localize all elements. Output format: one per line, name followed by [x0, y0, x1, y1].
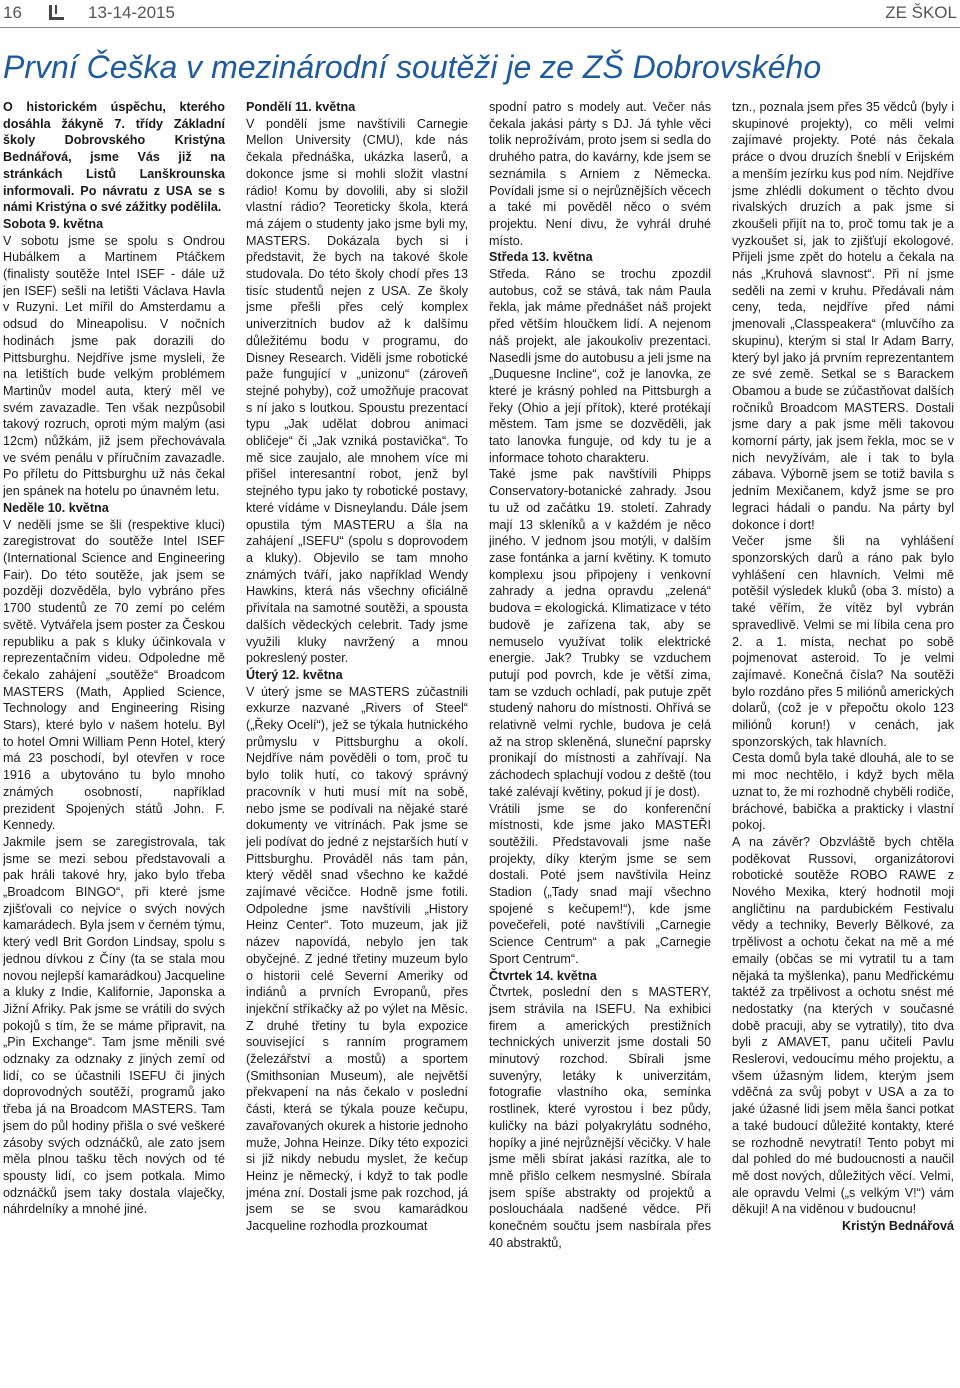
article-paragraph: Čtvrtek, poslední den s MASTERY, jsem strávila na ISEFU. Na exhibici firem a amerických prestižních technických univerzit jsme dostali 50 minutový rozchod. Sbírali jsme suvenýry, letáky k univerzitám, fotografie vlastního oka, semínka rostlinek, které vyrostou i bez půdy, kuličky na bázi polyakrylátu sodného, hopíky a jiné nejrůznější věcičky. V hale jsme měli sbírat jakási razítka, ale to mně přišlo celkem nesmyslné. Sbírala jsem spíše abstrakty od projektů a posloucháala nadšené vědce. Při konečném součtu jsem nasbírala přes 40 abstraktů, — [489, 985, 711, 1250]
author-signature: Kristýn Bednářová — [842, 1219, 954, 1234]
day-heading: Sobota 9. května — [3, 216, 104, 231]
article-paragraph: A na závěr? Obzvláště bych chtěla poděkovat Russovi, organizátorovi robotické soutěže ROBO RAWE z Nového Mexika, který hodnotil moji angličtinu na pardubickém Festivalu vědy a techniky, Beverly Bělkové, za trpělivost a ochotu čekat na mě a mé emaily (občas se mi vytratil tu a tam nějaká ta myšlenka), panu Medřickému taktéž za trpělivost a ochotu snést mé nedostatky (na kterých v současné době pracuji, aby se vytratily), tito dva byli z AMAVET, panu učiteli Pavlu Reslerovi, vedoucímu mého projektu, a všem úžasným lidem, kterým jsem vděčná za svůj pobyt v USA a za to jaké úžasné lidi jsem měla šanci potkat a také budoucí důležité kontakty, které se rozhodně nevytratí! Tento pobyt mi dal pohled do mé budoucnosti a naučil mě dost nových, důležitých věcí. Velmi, ale opravdu Velmi („s velkým V!“) vám děkuji! A na viděnou v budoucnu! — [732, 834, 954, 1217]
article-column-3 — [489, 99, 711, 1387]
article-title: První Češka v mezinárodní soutěži je ze ZŠ Dobrovského — [3, 49, 822, 85]
article-paragraph: Jakmile jsem se zaregistrovala, tak jsme se mezi sebou představovali a pak hráli takové hry, jako bylo třeba „Broadcom BINGO“, při které jsme zjišťovali co nejvíce o svých nových kamarádech. Byla jsem v černém týmu, který vedl Brit Gordon Lindsay, spolu s jednou dívkou z Číny (ta se stala mou novou nejlepší kamarádkou) Jacqueline a kluky z Indie, Kalifornie, Japonska a Jižní Afriky. Pak jsme se vrátili do svých pokojů s tím, že se máme připravit, na „Pin Exchange“. Tam jsme měnili své odznaky za odznaky z jiných zemí od lidí, co se účastnili ISEFU či jiných doprovodných soutěží, programů jako třeba já na Broadcom MASTERS. Tam jsem do půl hodiny přišla o své veškeré zásoby svých odznáčků, ale zato jsem měla plnou tašku těch nových od té spousty lidí, co jsem potkala. Mimo odznáčků jsem taky dostala vlaječky, náhrdelníky a mnohé jiné. — [3, 834, 225, 1217]
newspaper-logo-icon — [48, 4, 65, 21]
day-heading: Úterý 12. května — [246, 667, 343, 682]
day-heading: Čtvrtek 14. května — [489, 968, 597, 983]
article-paragraph: Středa. Ráno se trochu zpozdil autobus, což se stává, tak nám Paula řekla, jak máme přednášet náš projekt před větším hloučkem lidí. A nejenom náš projekt, ale jakoukoliv prezentaci. Nasedli jsme do autobusu a jeli jsme na „Duquesne Incline“, což je lanovka, ze které je krásný pohled na Pittsburgh a řeky (Ohio a její přítok), které protékají městem. Tam jsme se dozvěděli, jak tato lanovka funguje, od kdy tu je a informace tohoto charakteru. — [489, 267, 711, 465]
day-heading: Středa 13. května — [489, 250, 593, 265]
page-number: 16 — [3, 3, 22, 22]
article-paragraph: Večer jsme šli na vyhlášení sponzorských darů a ráno pak bylo vyhlášení cen hlavních. Velmi mě potěšil výsledek kluků (oba 3. místo) a také věřím, že vítěz byl vybrán spravedlivě. Velmi se mi líbila cena pro 2. a 1. místa, nechat po sobě pojmenovat asteroid. To je velmi zajímavé. Konečná čísla? Na soutěži bylo rozdáno přes 5 miliónů amerických dolarů, (což je v přepočtu okolo 123 miliónů korun!) v cenách, jak sponzorských, tak hlavních. — [732, 534, 954, 749]
page-header — [0, 0, 960, 30]
article-column-1 — [3, 99, 225, 1387]
article-paragraph: tzn., poznala jsem přes 35 vědců (byly i skupinové projekty), co měli velmi zajímavé projekty. Poté nás čekala práce o dvou druzích šneblí v Erijském a menším jezírku kus pod ním. Nejdříve jsme zhlédli dokument o těchto dvou rivalských druzích a pak jsme si zkoušeli přijít na to, proč tomu tak je a vyzkoušet si, jak to zjišťují ekologové. Přijeli jsme zpět do hotelu a čekala na nás „Kruhová slavnost“. Při ní jsme seděli na zemi v kruhu. Předávali nám ceny, teda, nejdříve před námi jmenovali „Classpeakera“ (mluvčího za skupinu), kterým si stal Ir Adam Barry, který byl jako já prvním reprezentantem ze své země. Setkal se s Barackem Obamou a bude se zúčastňovat dalších ročníků Broadcom MASTERS. Dostali jsme dary a pak jsme měli takovou komorní párty, jak jsem řekla, moc se v nich nevyžívám, ale i tak to byla zábava. Výborně jsem se totiž bavila s jedním Mexičanem, když jsme se pro legraci hádali o pandu. Na párty byl dokonce i dort! — [732, 100, 954, 532]
article-paragraph: spodní patro s modely aut. Večer nás čekala jakási párty s DJ. Já tyhle věci tolik neprožívám, proto jsem si sedla do druhého patra, do kavárny, kde jsem se seznámila s Arniem z Německa. Povídali jsme si o nejrůznějších věcech a také mi pověděl něco o svém projektu. Není divu, že vyhrál druhé místo. — [489, 100, 711, 248]
article-paragraph: Cesta domů byla také dlouhá, ale to se mi moc nechtělo, i když bych měla uznat to, že mi rozhodně chyběli rodiče, bráchové, babička a prakticky i vlastní pokoj. — [732, 751, 954, 833]
day-heading: Pondělí 11. května — [246, 100, 356, 114]
article-column-2 — [246, 99, 468, 1387]
article-paragraph: V neděli jsme se šli (respektive kluci) zaregistrovat do soutěže Intel ISEF (International Science and Engineering Fair). Do této soutěže, jak jsem se později dozvěděla, bylo vybráno přes 1700 studentů ze 70 zemí po celém světě. Vytvářela jsem poster za Českou republiku a pak s kluky účinkovala v reprezentačním videu. Odpoledne mě čekalo zahájení „soutěže“ Broadcom MASTERS (Math, Applied Science, Technology and Engineering Rising Stars), které bylo v našem hotelu. Byl to hotel Omni William Penn Hotel, který má 23 poschodí, byl otevřen v roce 1916 a ubytováno tu bylo mnoho známých osobností, například prezident Spojených států John. F. Kennedy. — [3, 517, 225, 833]
article-paragraph: V sobotu jsme se spolu s Ondrou Hubálkem a Martinem Ptáčkem (finalisty soutěže Intel ISEF - dále už jen ISEF) sešli na letišti Václava Havla v Ruzyni. Let mířil do Amsterdamu a odsud do Mineapolisu. V nočních hodinách jsme pak dorazili do Pittsburghu. Nejdříve jsme mysleli, že na letištích bude velkým problémem Martinův model auta, který měl ve svém zavazadle. Ten však nezpůsobil takový rozruch, oproti mým malým (asi 12cm) nůžkám, již jsem přechovávala ve svém penálu v příručním zavazadle. Po příletu do Pittsburghu už nás čekal jen spánek na hotelu po únavném letu. — [3, 233, 225, 499]
article-paragraph: Také jsme pak navštívili Phipps Conservatory-botanické zahrady. Jsou tu už od začátku 19. století. Zahrady mají 13 skleníků a v každém je něco jiného. V jednom jsou motýli, v dalším zase fontánka a jarní květiny. K tomuto komplexu jsou připojeny i venkovní zahrady a jedna opravdu „zelená“ budova = ekologická. Klimatizace v této budově je zařízena tak, aby se nemuselo využívat tolik elektrické energie. Jak? Trubky se vzduchem putují pod povrch, kde je větší zima, tam se vzduch ochladí, pak putuje zpět studený nahoru do místnosti. Ohřívá se relativně velmi rychle, budova je celá až na strop skleněná, sluneční paprsky pronikají do místnosti a zahřívají. Na záchodech splachují vodou z deště (tou také zalévají květiny, pokud jí je dost). — [489, 467, 711, 799]
article-lead: O historickém úspěchu, kterého dosáhla žákyně 7. třídy Základní školy Dobrovského Kristýna Bednářová, jsme Vás již na stránkách Listů Lanškrounska informovali. Po návratu z USA se s námi Kristýna o své zážitky podělila. — [3, 100, 225, 215]
article-paragraph: Vrátili jsme se do konferenční místnosti, kde jsme jako MASTEŘI soutěžili. Představovali jsme naše projekty, díky kterým jsme se sem dostali. Poté jsem navštívila Heinz Stadion („Tady snad mají všechno spojené s kečupem!“), kde jsme povečeřeli, poté navštívili „Carnegie Science Centrum“ a pak „Carnegie Sport Centrum“. — [489, 801, 711, 966]
article-paragraph: V úterý jsme se MASTERS zúčastnili exkurze nazvané „Rivers of Steel“ („Řeky Ocelí“), jež se týkala hutnického průmyslu v Pittsburghu a okolí. Nejdříve nám pověděli o tom, proč tu bylo tolik hutí, co takový správný pracovník v huti musí mít na sobě, nebo jsme se podívali na nějaké staré dokumenty ve vitrínách. Pak jsme se jeli podívat do jedné z nejstarších hutí v Pittsburghu. Prováděl nás tam pán, který věděl snad všechno ke každé zajímavé věcičce. Hodně jsme fotili. Odpoledne jsme navštívili „History Heinz Center“. Toto muzeum, jak již název napovídá, nebylo jen tak obyčejné. Z jedné třetiny muzeum bylo o historii celé Severní Ameriky od indiánů a prvních Evropanů, přes injekční stříkačky až po výlet na Měsíc. Z druhé třetiny tu byla expozice související s ranním programem (železářství a mostů) a sportem (Smithsonian Museum), ale největší překvapení na nás čekalo v poslední části, která se týkala pouze kečupu, zavařovaných okurek a historie jednoho muže, Johna Heinze. Díky této expozici si již nikdy nebudu myslet, že kečup Heinz je německý, i když to tak podle jména zní. Dostali jsme pak rozchod, já jsem se se svou kamarádkou Jacqueline rozhodla prozkoumat — [246, 684, 468, 1234]
header-rule — [0, 27, 960, 28]
article-column-4 — [732, 99, 954, 1387]
issue-date: 13-14-2015 — [88, 3, 175, 22]
article-paragraph: V pondělí jsme navštívili Carnegie Mellon University (CMU), kde nás čekala přednáška, ukázka laserů, a dokonce jsme si mohli složit vlastní rádio! Komu by dovolili, aby si složil vlastní rádio? Teoreticky škola, která má zájem o studenty jako jsme byli my, MASTERS. Dokázala bych si i představit, že bych na takové škole studovala. Do této školy chodí přes 13 tisíc studentů nejen z USA. Ze školy jsme přešli přes celý komplex univerzitních budov až k dalšímu důležitému bodu v programu, do Disney Research. Viděli jsme robotické paže fungující v „unizonu“ (zároveň stejné pohyby), což umožňuje pracovat s ní jako s loutkou. Spoustu prezentací typu „Jak udělat dobrou animaci obličeje“ či „Jak vzniká postavička“. To mě sice zaujalo, ale mnohem více mi přišel interesantní robot, jenž byl stejného typu jako ty robotické postavy, které vídáme v Disneylandu. Dále jsem opustila tým MASTERU a šla na zahájení „ISEFU“ (spolu s doprovodem a kluky). Objevilo se tam mnoho známých tváří, jako například Wendy Hawkins, která nás všechny oficiálně přivítala na samotné soutěži, a spousta dalších vědeckých celebrit. Tady jsme využili kluky navržený a mnou pokreslený poster. — [246, 116, 468, 666]
section-label: ZE ŠKOL — [885, 3, 957, 22]
day-heading: Neděle 10. května — [3, 500, 109, 515]
